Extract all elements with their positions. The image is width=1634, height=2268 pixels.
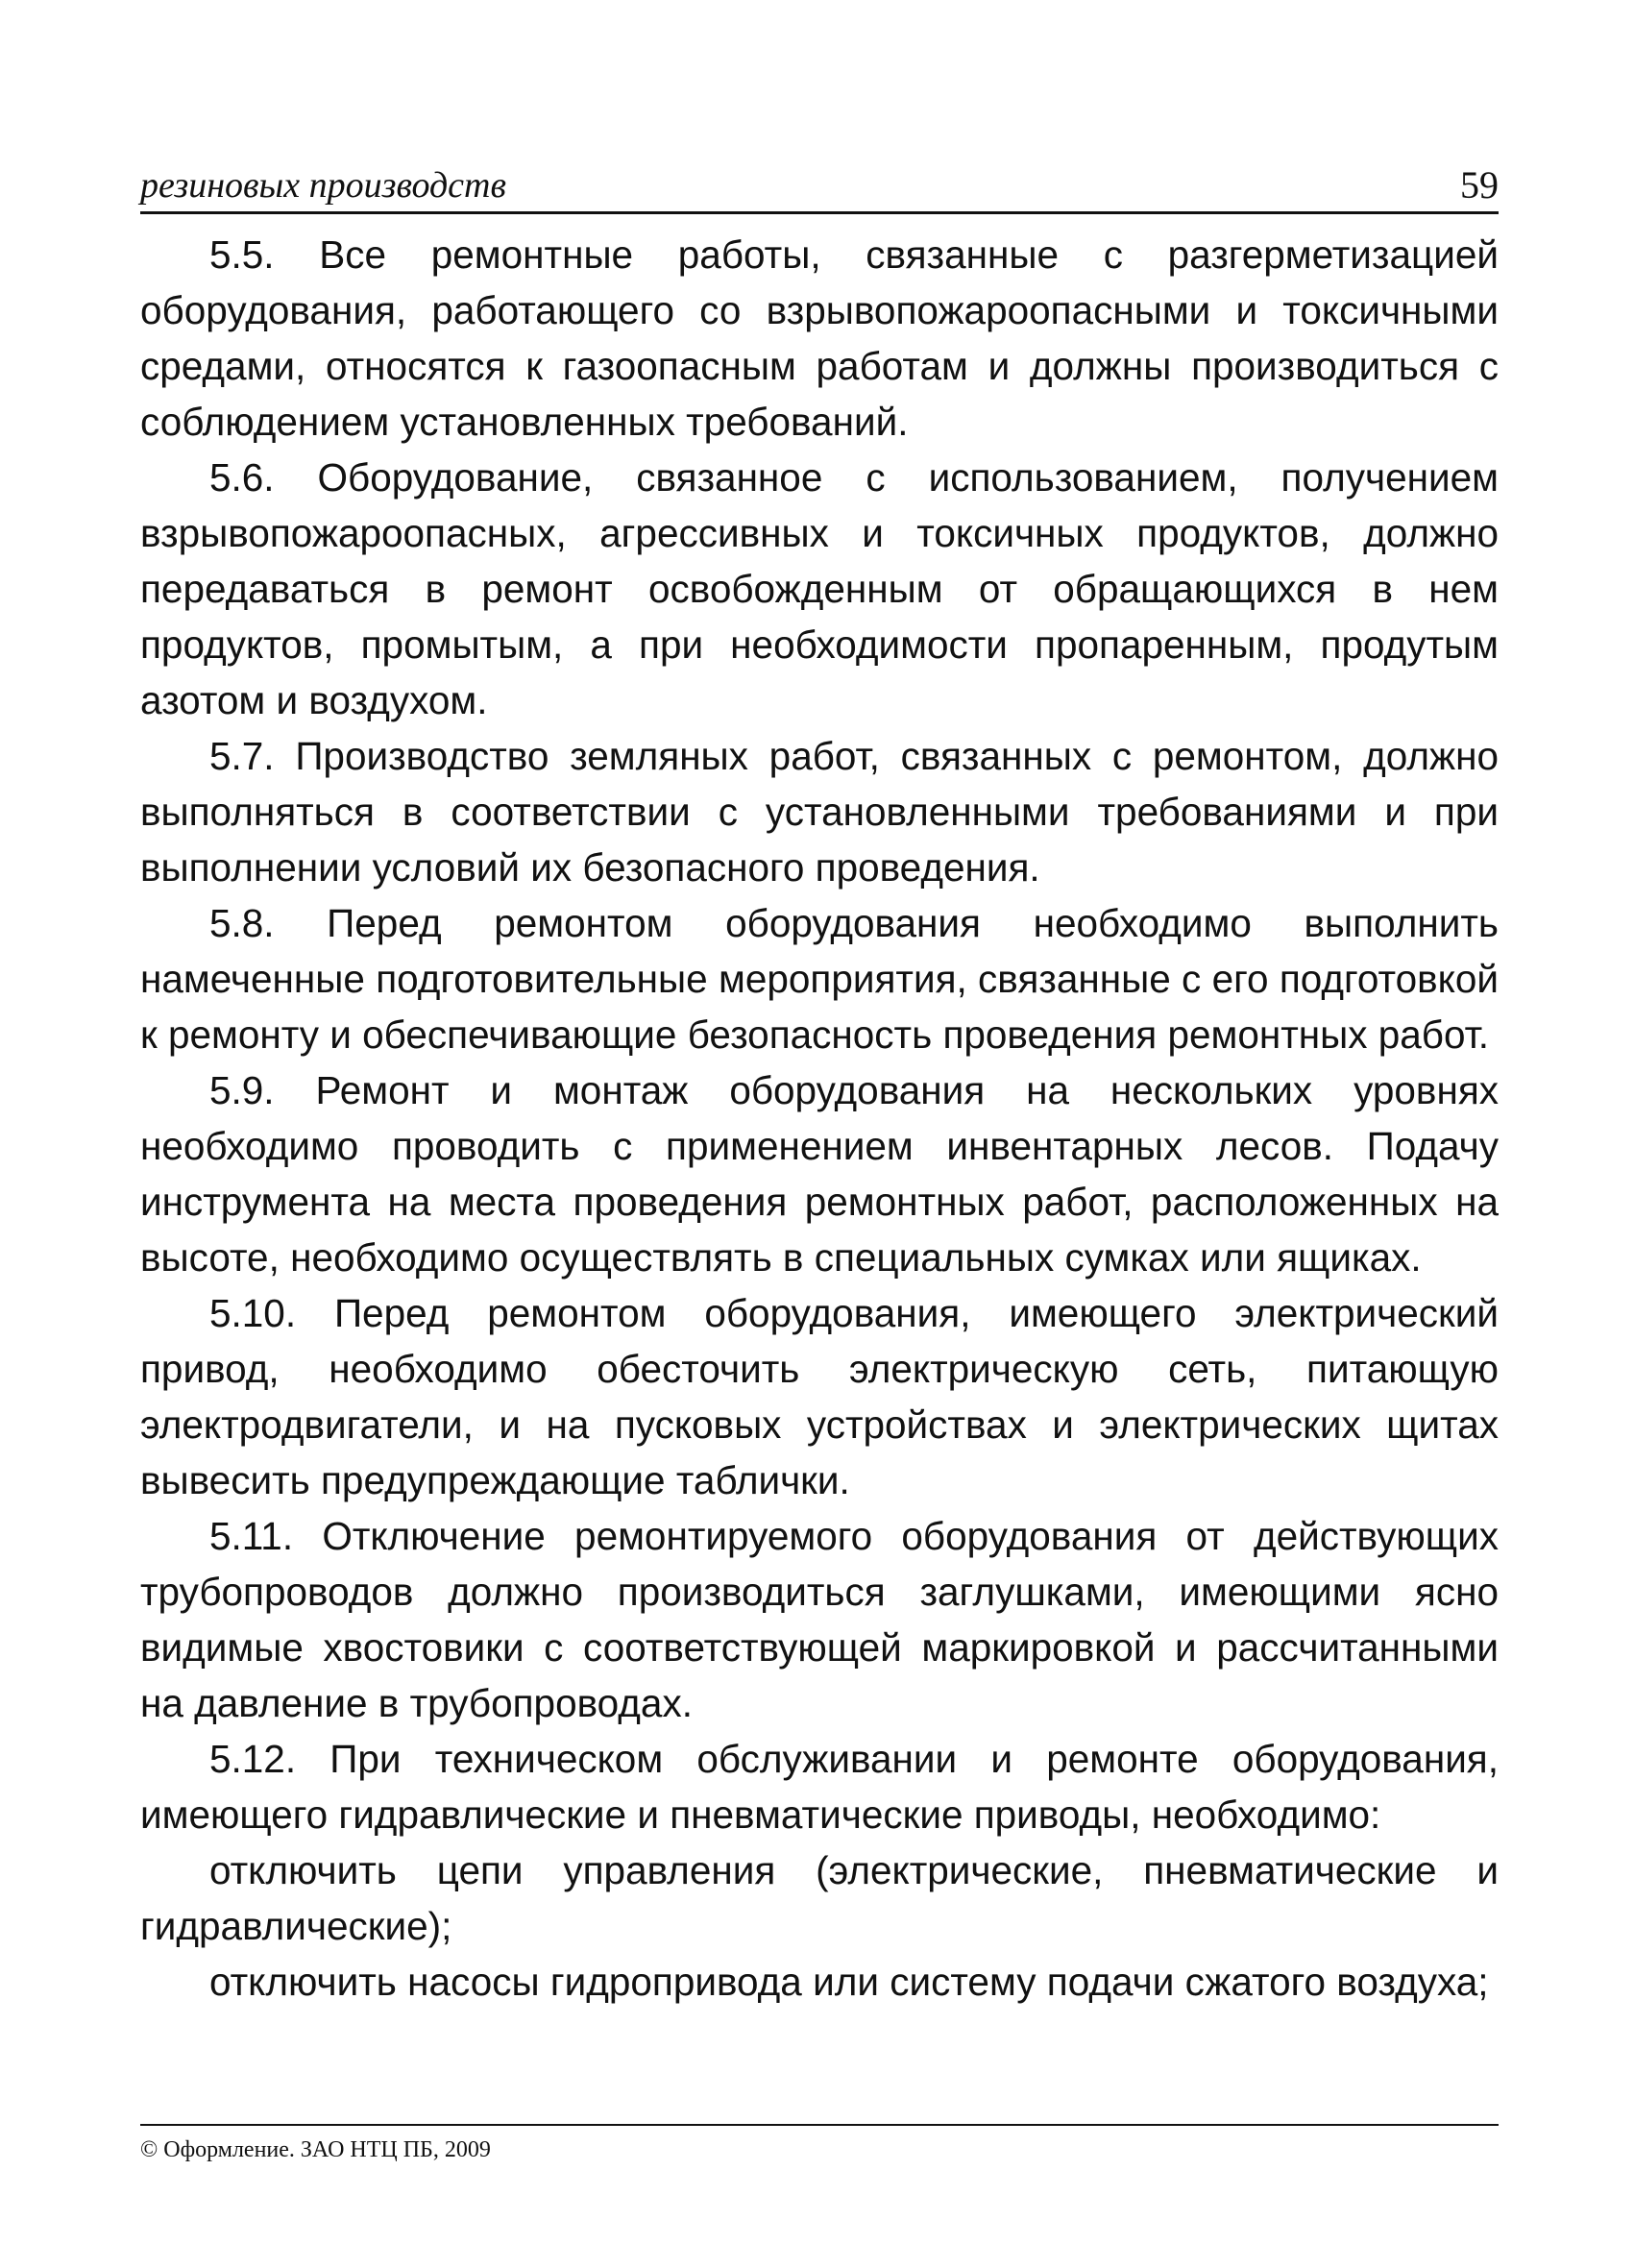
header-rule — [140, 211, 1499, 214]
paragraph-5-10: 5.10. Перед ремонтом оборудования, имеющего электрический привод, необходимо обесточить электрическую сеть, питающую электродвигатели, и на пусковых устройствах и электрических щитах вывесить предупреждающие таблички. — [140, 1291, 1499, 1502]
running-head — [140, 161, 1499, 215]
paragraph-5-7: 5.7. Производство земляных работ, связанных с ремонтом, должно выполняться в соответствии с установленными требованиями и при выполнении условий их безопасного проведения. — [140, 734, 1499, 890]
list-item-control-circuits: отключить цепи управления (электрические, пневматические и гидравлические); — [140, 1848, 1499, 1948]
paragraph-5-8: 5.8. Перед ремонтом оборудования необходимо выполнить намеченные подготовительные мероприятия, связанные с его подготовкой к ремонту и обеспечивающие безопасность проведения ремонтных работ. — [140, 901, 1499, 1057]
running-title: резиновых производств — [140, 165, 506, 206]
page-number: 59 — [1460, 163, 1499, 207]
paragraph-5-6: 5.6. Оборудование, связанное с использованием, получением взрывопожароопасных, агрессивных и токсичных продуктов, должно передаваться в ремонт освобожденным от обращающихся в нем продуктов, промытым, а при необходимости пропаренным, продутым азотом и воздухом. — [140, 455, 1499, 722]
paragraph-5-9: 5.9. Ремонт и монтаж оборудования на нескольких уровнях необходимо проводить с применением инвентарных лесов. Подачу инструмента на места проведения ремонтных работ, расположенных на высоте, необходимо осуществлять в специальных сумках или ящиках. — [140, 1068, 1499, 1280]
footer-copyright: © Оформление. ЗАО НТЦ ПБ, 2009 — [140, 2137, 491, 2162]
paragraph-5-12: 5.12. При техническом обслуживании и ремонте оборудования, имеющего гидравлические и пневматические приводы, необходимо: — [140, 1737, 1499, 1837]
list-item-hydraulic-pumps: отключить насосы гидропривода или систему подачи сжатого воздуха; — [209, 1960, 1489, 2004]
paragraph-5-5: 5.5. Все ремонтные работы, связанные с разгерметизацией оборудования, работающего со взрывопожароопасными и токсичными средами, относятся к газоопасным работам и должны производиться с соблюдением установленных требований. — [140, 232, 1499, 444]
footer-rule — [140, 2124, 1499, 2126]
paragraph-5-11: 5.11. Отключение ремонтируемого оборудования от действующих трубопроводов должно производиться заглушками, имеющими ясно видимые хвостовики с соответствующей маркировкой и рассчитанными на давление в трубопроводах. — [140, 1514, 1499, 1725]
body-text — [140, 227, 1499, 2010]
